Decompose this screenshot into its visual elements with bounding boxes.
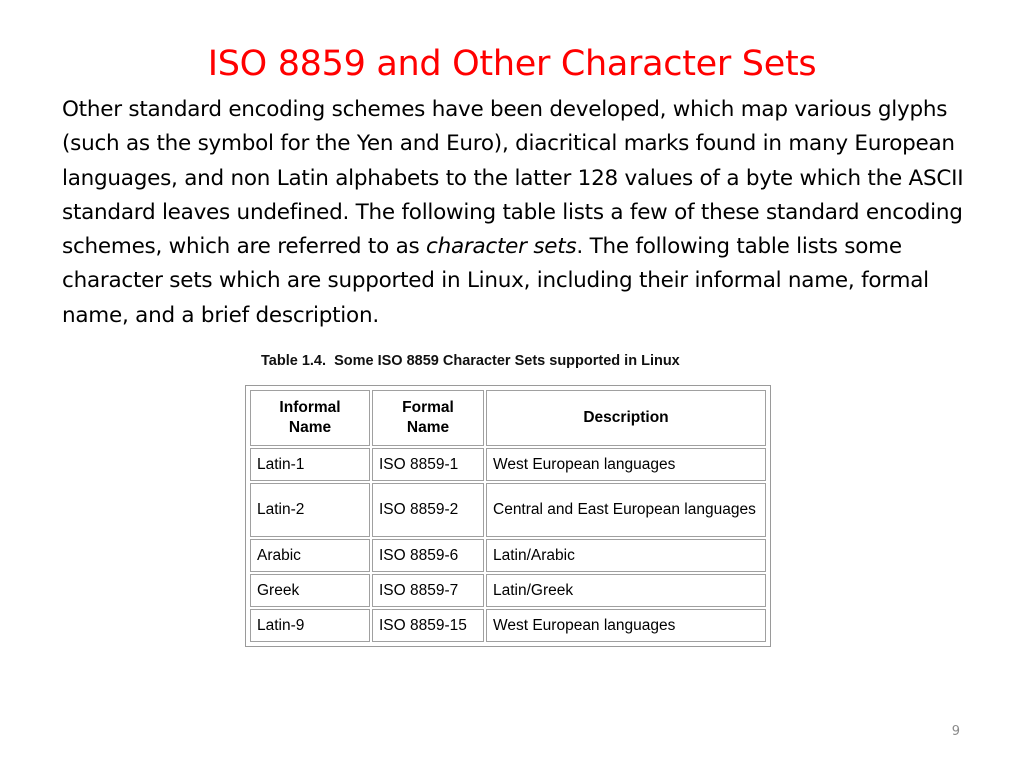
cell-description: Latin/Greek	[486, 574, 766, 607]
cell-informal: Latin-9	[250, 609, 370, 642]
cell-formal: ISO 8859-15	[372, 609, 484, 642]
header-formal-name	[372, 390, 484, 446]
header-informal-name	[250, 390, 370, 446]
body-text-emphasis: character sets	[426, 234, 577, 260]
table-caption: Table 1.4. Some ISO 8859 Character Sets supported in Linux	[261, 353, 680, 369]
table-row	[250, 609, 766, 642]
cell-formal: ISO 8859-2	[372, 483, 484, 537]
table-row	[250, 483, 766, 537]
cell-description: Latin/Arabic	[486, 539, 766, 572]
cell-formal: ISO 8859-6	[372, 539, 484, 572]
body-text-part1: Other standard encoding schemes have been developed, which map various glyphs (such as the symbol for the Yen and Euro), diacritical marks found in many European languages, and non Latin alphabets to the latter 128 values of a byte which the ASCII standard leaves undefined. The following table lists a few of these standard encoding schemes, which are referred to as	[62, 97, 964, 260]
cell-description: West European languages	[486, 609, 766, 642]
body-paragraph	[62, 93, 972, 333]
character-sets-table-frame	[245, 385, 771, 647]
cell-formal: ISO 8859-7	[372, 574, 484, 607]
header-description: Description	[486, 390, 766, 446]
character-sets-table	[248, 388, 768, 644]
table-row	[250, 574, 766, 607]
cell-informal: Greek	[250, 574, 370, 607]
cell-informal: Arabic	[250, 539, 370, 572]
body-text-part2: . The following table lists some character sets which are supported in Linux, including their informal name, formal name, and a brief description.	[62, 234, 929, 328]
header-informal-line1: Informal	[279, 399, 341, 416]
header-informal-line2: Name	[288, 419, 332, 436]
table-header-row	[250, 390, 766, 446]
slide-title: ISO 8859 and Other Character Sets	[207, 44, 817, 84]
cell-formal: ISO 8859-1	[372, 448, 484, 481]
table-row	[250, 539, 766, 572]
table-row	[250, 448, 766, 481]
page-number: 9	[951, 724, 960, 739]
header-formal-line2: Name	[406, 419, 450, 436]
cell-description: Central and East European languages	[486, 483, 766, 537]
cell-informal: Latin-1	[250, 448, 370, 481]
header-formal-line1: Formal	[402, 399, 454, 416]
cell-description: West European languages	[486, 448, 766, 481]
cell-informal: Latin-2	[250, 483, 370, 537]
